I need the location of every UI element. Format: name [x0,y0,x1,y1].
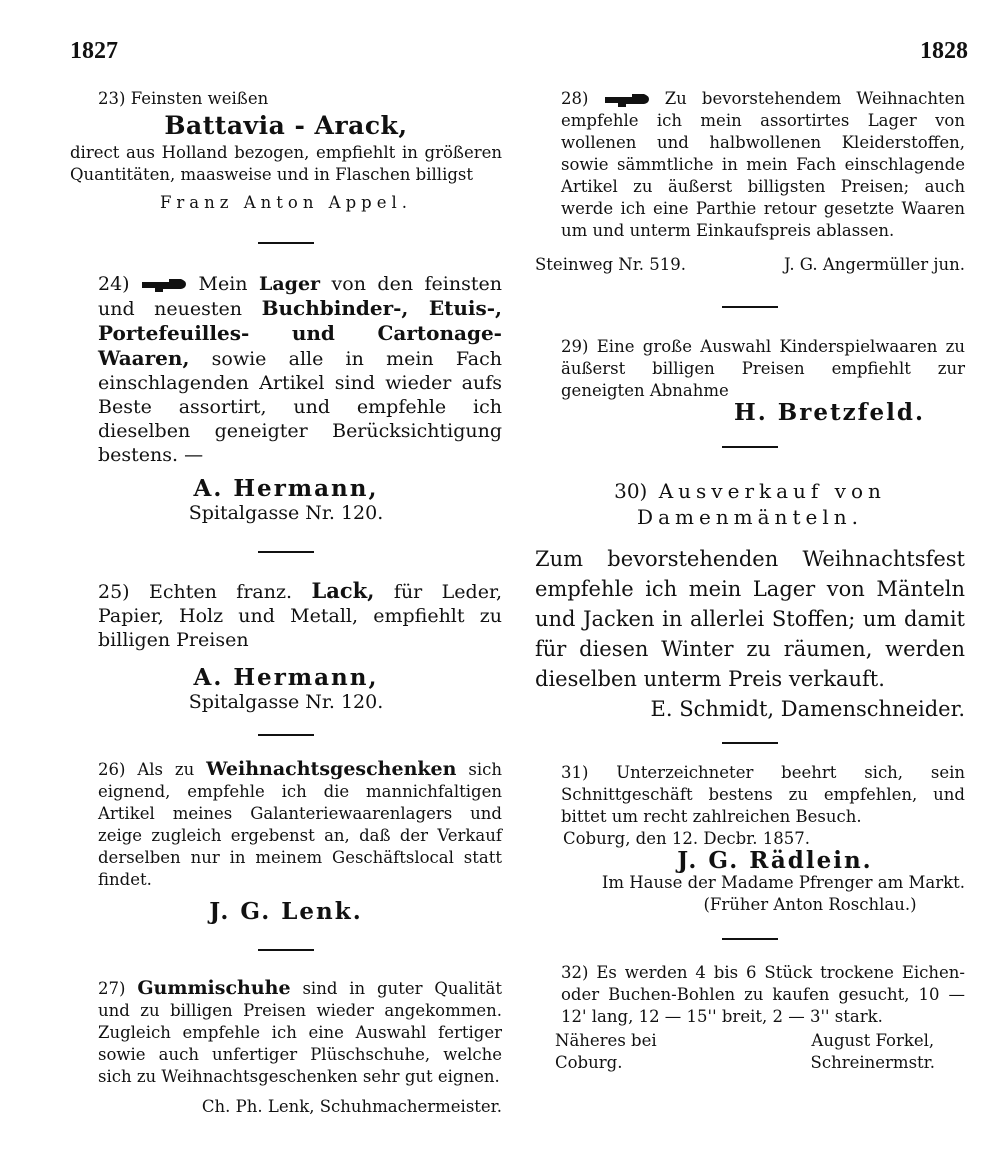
ad-text: von den feinsten und neuesten [98,273,502,320]
ad-body: direct aus Holland bezogen, empfiehlt in größeren Quantitäten, maasweise und in Flaschen billigst [70,143,502,184]
pointing-hand-icon [141,277,187,293]
ad-number: 26) [98,760,126,779]
ad-highlight: Buchbinder-, Etuis-, Portefeuilles- und Cartonage-Waaren, [98,296,502,370]
ad-address: Steinweg Nr. 519. [535,255,687,274]
divider [258,949,314,951]
left-column [70,80,502,1118]
ad-number: 23) [98,89,126,108]
ad-intro: Feinsten weißen [130,89,269,108]
ad-24 [70,272,502,525]
ad-signature: J. G. Rädlein. [677,847,873,874]
ad-address: Im Hause der Madame Pfrenger am Markt. [601,873,965,892]
ad-signature: A. Hermann, [193,475,379,502]
divider [722,306,778,308]
ad-number: 32) [561,963,589,982]
ad-signature: Franz Anton Appel. [159,193,413,212]
ad-signature: J. G. Angermüller jun. [783,255,965,274]
ad-signature: Ch. Ph. Lenk, Schuhmachermeister. [201,1097,502,1116]
ad-text: Unterzeichneter beehrt sich, sein Schnittgeschäft bestens zu empfehlen, und bittet um recht zahlreichen Besuch. [561,763,965,826]
ad-23 [70,88,502,214]
ad-32 [535,962,965,1074]
ad-29 [535,336,965,424]
ad-address: Spitalgasse Nr. 120. [188,502,384,524]
ad-text: Es werden 4 bis 6 Stück trockene Eichen- oder Buchen-Bohlen zu kaufen gesucht, 10 — 12' lang, 12 — 15'' breit, 2 — 3'' stark. [561,963,965,1026]
divider [722,742,778,744]
ad-text: Als zu [137,760,195,779]
divider [258,734,314,736]
ad-highlight: Gummischuhe [137,977,291,999]
ad-number: 24) [98,273,130,295]
ad-text: Zum bevorstehenden Weihnachtsfest empfehle ich mein Lager von Mänteln und Jacken in allerlei Stoffen; um damit für diesen Winter zu räumen, werden dieselben unterm Preis verkauft. [535,547,965,691]
ad-number: 30) [614,479,648,503]
ad-text: sich eignend, empfehle ich die mannichfaltigen Artikel meines Galanteriewaarenlagers und zeige zugleich ergebenst an, daß der Verkauf derselben nur in meinem Geschäftslocal statt findet. [98,760,502,889]
ad-title: Battavia - Arack, [164,111,408,140]
ad-26 [70,758,502,923]
ad-number: 25) [98,581,130,603]
ad-31 [535,762,965,916]
ad-text: Eine große Auswahl Kinderspielwaaren zu äußerst billigen Preisen empfiehlt zur geneigten Abnahme [561,337,965,400]
ad-number: 28) [561,89,589,108]
ad-signature: E. Schmidt, Damenschneider. [650,697,965,721]
right-column [535,80,965,1074]
ad-signature: A. Hermann, [193,664,379,691]
page-number-left: 1827 [70,38,118,64]
ad-info-left-1: Näheres bei [555,1031,657,1050]
ad-highlight: Weihnachtsgeschenken [206,758,457,780]
ad-30 [535,478,965,724]
ad-27 [70,977,502,1118]
ad-former: (Früher Anton Roschlau.) [703,895,917,914]
ad-highlight: Lager [259,273,321,295]
page-number-right: 1828 [920,38,968,64]
ad-25 [70,579,502,714]
ad-number: 29) [561,337,589,356]
ad-heading: Ausverkauf von Damenmänteln. [637,479,886,529]
ad-text: sowie alle in mein Fach einschlagenden Artikel sind wieder aufs Beste assortirt, und empfehle ich dieselben geneigter Berücksichtigung bestens. — [98,348,502,466]
ad-signature: J. G. Lenk. [209,898,363,925]
divider [722,446,778,448]
pointing-hand-icon [604,92,650,108]
ad-text: sind in guter Qualität und zu billigen Preisen wieder angekommen. Zugleich empfehle ich eine Auswahl fertiger sowie auch unfertiger Plüschschuhe, welche sich zu Weihnachtsgeschenken sehr gut eignen. [98,979,503,1086]
ad-text: Mein [198,273,248,295]
ad-info-right-2: Schreinermstr. [810,1053,935,1072]
divider [258,242,314,244]
ad-address: Spitalgasse Nr. 120. [188,691,384,713]
ad-number: 31) [561,763,589,782]
divider [258,551,314,553]
divider [722,938,778,940]
ad-text: Echten franz. [149,581,293,603]
ad-dateline: Coburg, den 12. Decbr. 1857. [563,829,810,848]
ad-highlight: Lack, [311,578,375,603]
ad-text: für Leder, Papier, Holz und Metall, empfiehlt zu billigen Preisen [98,581,502,651]
ad-info-right-1: August Forkel, [811,1031,935,1050]
ad-text: Zu bevorstehendem Weihnachten empfehle ich mein assortirtes Lager von wollenen und halbwollenen Kleiderstoffen, sowie sämmtliche in mein Fach einschlagende Artikel zu äußerst billigsten Preisen; auch werde ich eine Parthie retour gesetzte Waaren um und unterm Einkaufspreis ablassen. [561,89,965,240]
ad-signature: H. Bretzfeld. [734,399,925,426]
ad-28 [535,88,965,276]
ad-number: 27) [98,979,126,998]
ad-info-left-2: Coburg. [555,1053,623,1072]
